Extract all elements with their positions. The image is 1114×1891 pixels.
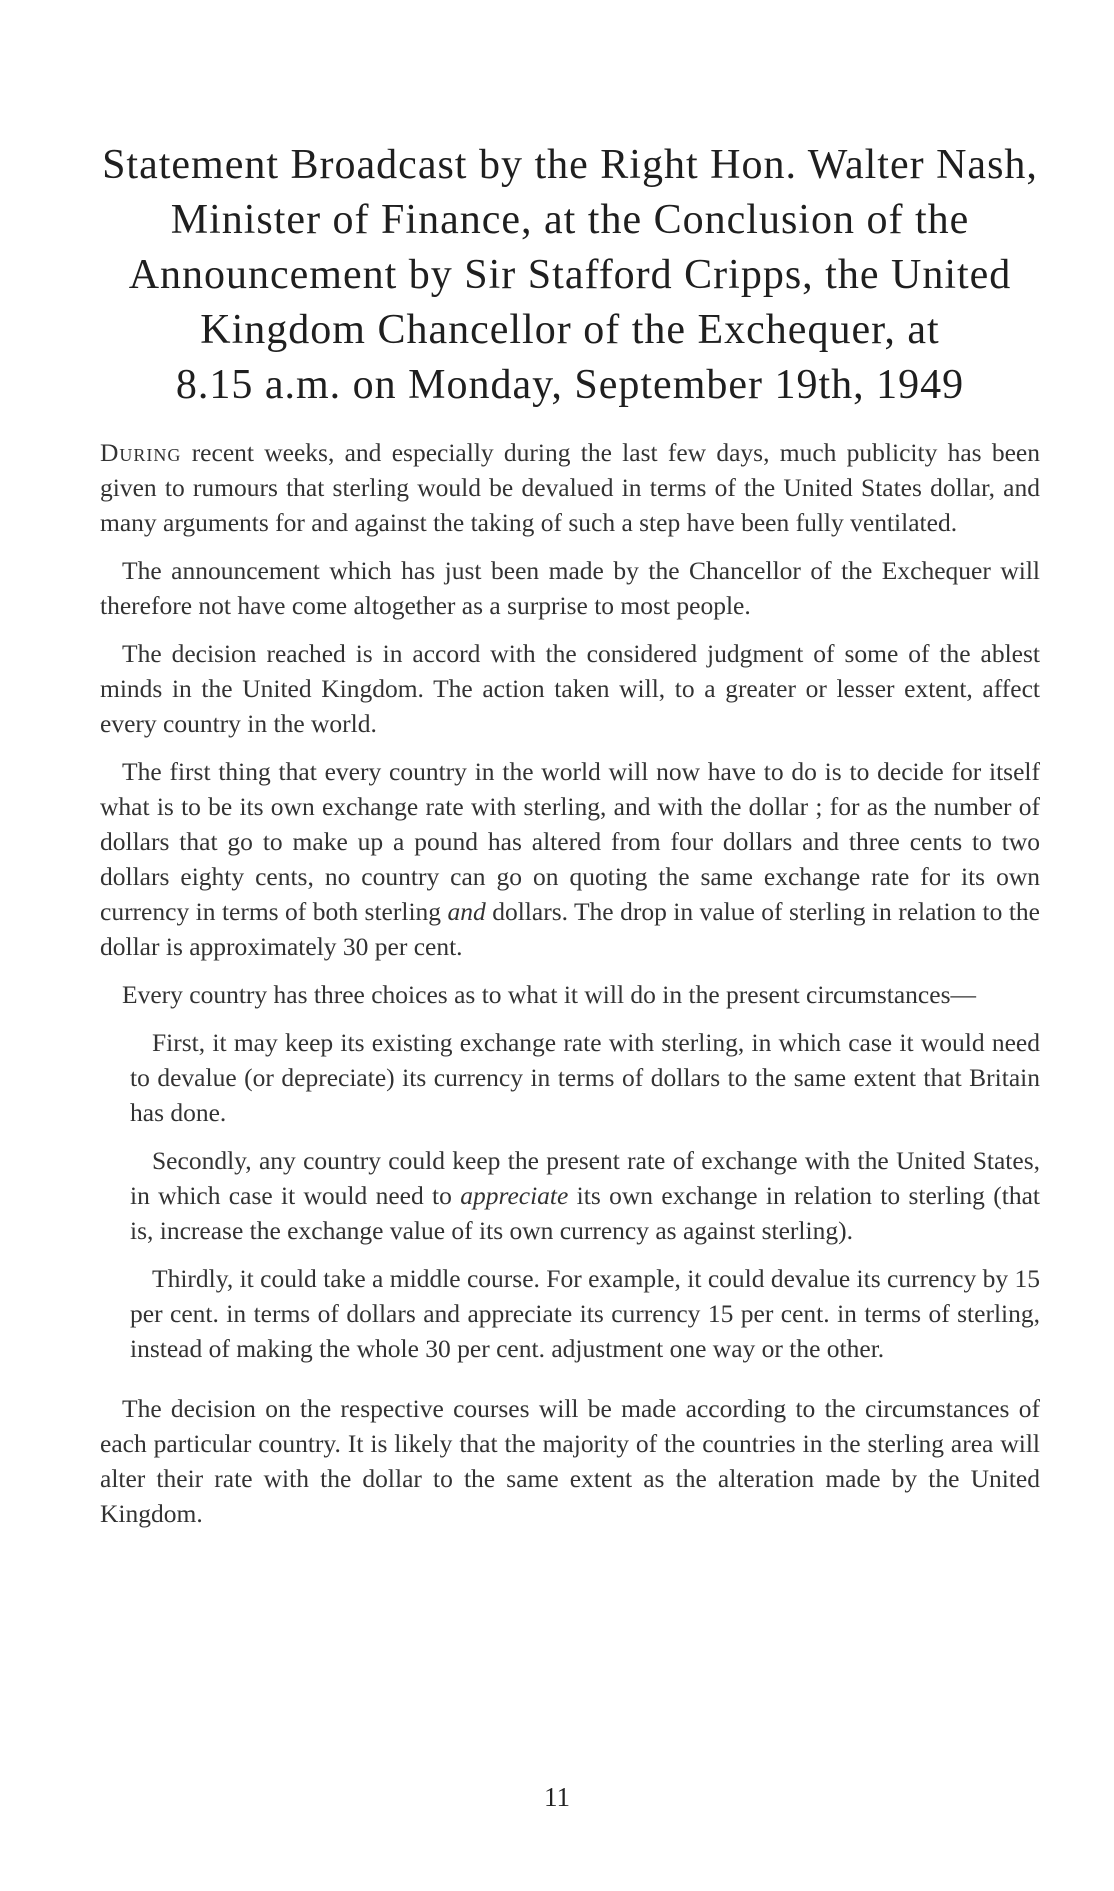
page-number: 11 (544, 1782, 570, 1812)
paragraph-text: Secondly, any country could keep the present rate of exchange with the United States, in which case it would need to (130, 1146, 1040, 1210)
paragraph-text: Every country has three choices as to what it will do in the present circumstances— (122, 980, 976, 1009)
statement-title (100, 138, 1040, 413)
choice-third (130, 1261, 1040, 1366)
choices-list (130, 1025, 1040, 1366)
title-line: Minister of Finance, at the Conclusion of the (170, 197, 970, 243)
paragraph-respective-courses (100, 1391, 1040, 1531)
paragraph-lead-word: During (100, 438, 182, 467)
title-line: Statement Broadcast by the Right Hon. Walter Nash, (102, 142, 1038, 188)
italic-and: and (447, 897, 486, 926)
title-line: Announcement by Sir Stafford Cripps, the United (128, 252, 1012, 298)
paragraph-text: recent weeks, and especially during the last few days, much publicity has been given to rumours that sterling would be devalued in terms of the United States dollar, and many arguments for and against the taking of such a step have been fully ventilated. (100, 438, 1040, 537)
page-body (100, 138, 1040, 1544)
paragraph-text: Thirdly, it could take a middle course. For example, it could devalue its currency by 15 per cent. in terms of dollars and appreciate its currency 15 per cent. in terms of sterling, instead of making the whole 30 per cent. adjustment one way or the other. (130, 1264, 1040, 1363)
title-line: Kingdom Chancellor of the Exchequer, at (200, 307, 940, 353)
paragraph-text: dollars. The drop in value of sterling in relation to the dollar is approximately 30 per cent. (100, 897, 1040, 961)
paragraph-text: The announcement which has just been made by the Chancellor of the Exchequer will therefore not have come altogether as a surprise to most people. (100, 556, 1040, 620)
paragraph-text: First, it may keep its existing exchange rate with sterling, in which case it would need to devalue (or depreciate) its currency in terms of dollars to the same extent that Britain has done. (130, 1028, 1040, 1127)
paragraph-decision-reached (100, 636, 1040, 741)
paragraph-text: The first thing that every country in the world will now have to do is to decide for itself what is to be its own exchange rate with sterling, and with the dollar ; for as the number of dollars that go to make up a pound has altered from four dollars and three cents to two dollars eighty cents, no country can go on quoting the same exchange rate for its own currency in terms of both sterling (100, 757, 1040, 926)
italic-appreciate: appreciate (460, 1181, 569, 1210)
paragraph-first-thing (100, 754, 1040, 964)
paragraph-text: its own exchange in relation to sterling (that is, increase the exchange value of its own currency as against sterling). (130, 1181, 1040, 1245)
paragraph-text: The decision on the respective courses will be made according to the circumstances of each particular country. It is likely that the majority of the countries in the sterling area will alter their rate with the dollar to the same extent as the alteration made by the United Kingdom. (100, 1394, 1040, 1528)
choice-second (130, 1143, 1040, 1248)
title-line: 8.15 a.m. on Monday, September 19th, 1949 (175, 362, 965, 408)
paragraph-announcement (100, 553, 1040, 623)
choice-first (130, 1025, 1040, 1130)
paragraph-three-choices (100, 977, 1040, 1012)
paragraph-text: The decision reached is in accord with the considered judgment of some of the ablest minds in the United Kingdom. The action taken will, to a greater or lesser extent, affect every country in the world. (100, 639, 1040, 738)
paragraph-during-recent-weeks (100, 435, 1040, 540)
